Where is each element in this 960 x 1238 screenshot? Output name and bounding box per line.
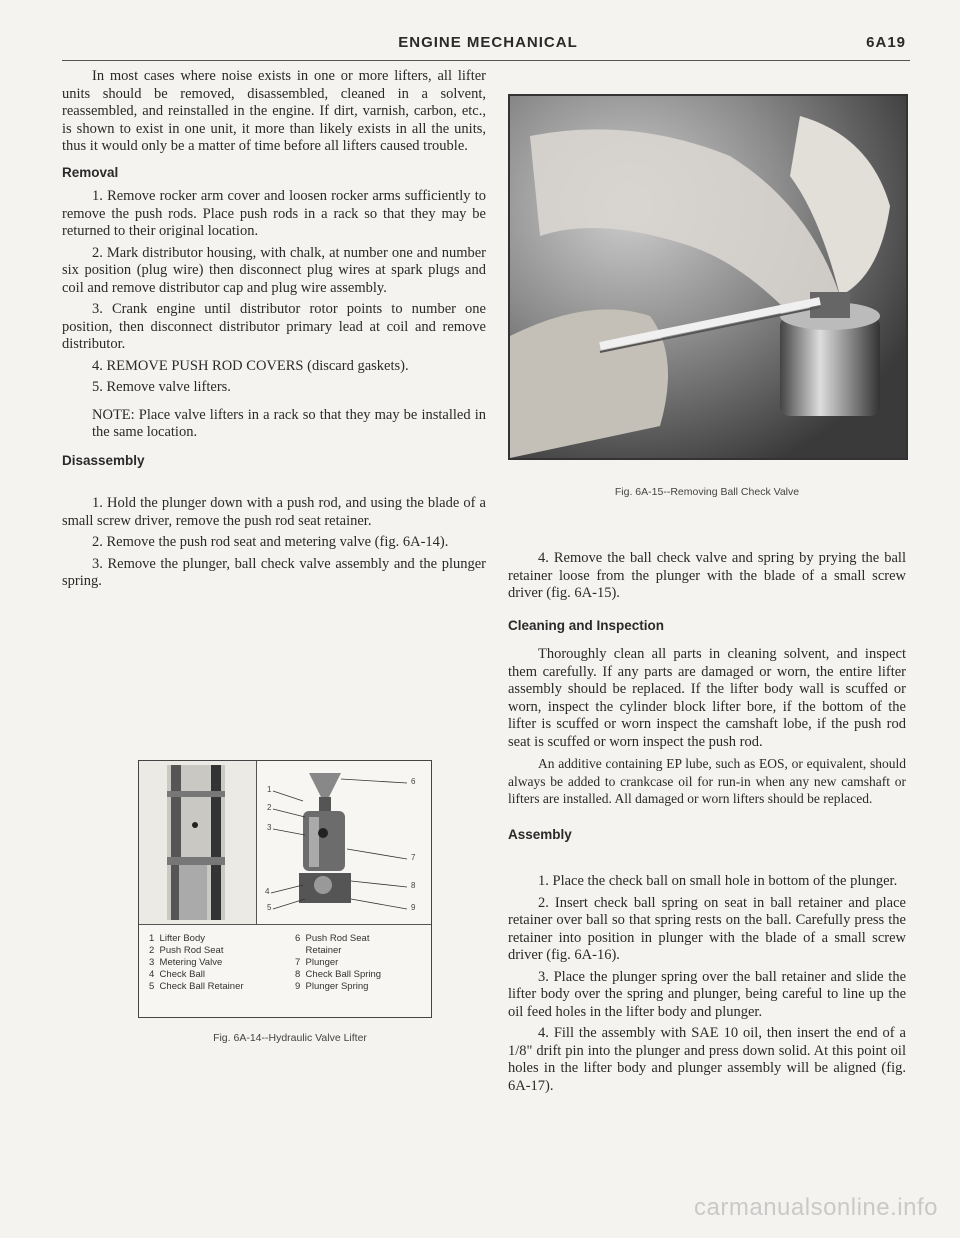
figure-divider — [139, 924, 431, 925]
legend-item: 1 Lifter Body — [149, 933, 205, 944]
disassembly-heading: Disassembly — [62, 452, 145, 468]
disassembly-step: 1. Hold the plunger down with a push rod, and using the blade of a small screw driver, remove the push rod seat retainer. — [62, 495, 486, 529]
assembly-step: 2. Insert check ball spring on seat in ball retainer and place retainer over ball so that spring rests on the ball. Carefully press the retainer into position in plunger with the blade of a small screw driver (fig. 6A-16). — [508, 894, 906, 963]
cleaning-paragraph: Thoroughly clean all parts in cleaning solvent, and inspect them carefully. If any parts are damaged or worn, the entire lifter assembly should be replaced. If the lifter body wall is scuffed or worn, inspect the cylinder block lifter bore, if the bottom of the lifter is scuffed or worn inspect the camshaft lobe, if the push rod seat is scuffed or worn inspect the push rod. — [508, 646, 906, 750]
removing-ball-check-photo — [510, 96, 906, 458]
callout-label: 3 — [267, 823, 272, 832]
removal-step: 1. Remove rocker arm cover and loosen rocker arms sufficiently to remove the push rods. Place push rods in a rack so that they may be returned to their original location. — [62, 188, 486, 239]
intro-paragraph: In most cases where noise exists in one or more lifters, all lifter units should be removed, disassembled, cleaned in a solvent, reassembled, and reinstalled in the engine. If dirt, varnish, carbon, etc., is shown to exist in one unit, it more than likely exists in all the units, thus it would only be a matter of time before all lifters caused trouble. — [62, 68, 486, 154]
legend-item: 9 Plunger Spring — [295, 981, 369, 992]
legend-item: 5 Check Ball Retainer — [149, 981, 244, 992]
lifter-body-image — [139, 761, 256, 924]
assembly-heading: Assembly — [508, 826, 572, 842]
cleaning-heading: Cleaning and Inspection — [508, 617, 665, 633]
assembly-step: 3. Place the plunger spring over the ball retainer and slide the lifter body over the spring and plunger, being careful to line up the oil feed holes in the lifter body and plunger. — [508, 968, 906, 1020]
callout-label: 2 — [267, 803, 272, 812]
lifter-exploded-diagram — [257, 761, 431, 924]
callout-label: 4 — [265, 887, 270, 896]
legend-item: 2 Push Rod Seat — [149, 945, 224, 956]
callout-label: 8 — [411, 881, 416, 890]
callout-label: 6 — [411, 777, 416, 786]
legend-item: 7 Plunger — [295, 957, 339, 968]
figure-6a-14 — [138, 760, 432, 1018]
figure-caption: Fig. 6A-15--Removing Ball Check Valve — [614, 486, 800, 498]
legend-item: 6 Push Rod Seat — [295, 933, 370, 944]
header-rule — [62, 60, 910, 61]
removal-step: 4. REMOVE PUSH ROD COVERS (discard gaskets). — [92, 357, 409, 374]
watermark: carmanualsonline.info — [694, 1194, 938, 1221]
legend-item: 4 Check Ball — [149, 969, 205, 980]
figure-caption: Fig. 6A-14--Hydraulic Valve Lifter — [213, 1032, 367, 1044]
removal-heading: Removal — [62, 164, 119, 180]
assembly-step: 1. Place the check ball on small hole in bottom of the plunger. — [538, 873, 898, 889]
page-number: 6A19 — [866, 34, 906, 51]
assembly-step: 4. Fill the assembly with SAE 10 oil, then insert the end of a 1/8" drift pin into the plunger and press down solid. At this point oil holes in the lifter body and plunger assembly will be aligned (fig. 6A-17). — [508, 1025, 906, 1094]
page-header — [60, 34, 916, 60]
figure-divider — [256, 761, 257, 924]
callout-label: 7 — [411, 853, 416, 862]
callout-label: 5 — [267, 903, 272, 912]
removal-step: 3. Crank engine until distributor rotor points to number one position, then disconnect distributor primary lead at coil and remove distributor. — [62, 301, 486, 352]
left-column — [62, 68, 486, 595]
right-column — [508, 550, 906, 1099]
note: NOTE: Place valve lifters in a rack so that they may be installed in the same location. — [92, 406, 486, 440]
legend-item: 3 Metering Valve — [149, 957, 223, 968]
disassembly-step: 3. Remove the plunger, ball check valve assembly and the plunger spring. — [62, 555, 486, 589]
legend-item: Retainer — [295, 945, 342, 956]
disassembly-step: 4. Remove the ball check valve and spring by prying the ball retainer loose from the plunger with the blade of a small screw driver (fig. 6A-15). — [508, 550, 906, 601]
figure-6a-15-photo — [508, 94, 908, 460]
removal-step: 5. Remove valve lifters. — [92, 379, 231, 395]
removal-step: 2. Mark distributor housing, with chalk, at number one and number six position (plug wire) then disconnect plug wires at spark plugs and coil and remove distributor cap and plug wire assembly. — [62, 244, 486, 296]
callout-label: 1 — [267, 785, 272, 794]
page-title: ENGINE MECHANICAL — [398, 34, 578, 51]
legend-item: 8 Check Ball Spring — [295, 969, 382, 980]
disassembly-step: 2. Remove the push rod seat and metering valve (fig. 6A-14). — [92, 534, 449, 550]
cleaning-paragraph: An additive containing EP lube, such as EOS, or equivalent, should always be added to crankcase oil for run-in when any new camshaft or lifters are installed. All damaged or worn lifters should be replaced. — [508, 756, 906, 806]
callout-label: 9 — [411, 903, 416, 912]
